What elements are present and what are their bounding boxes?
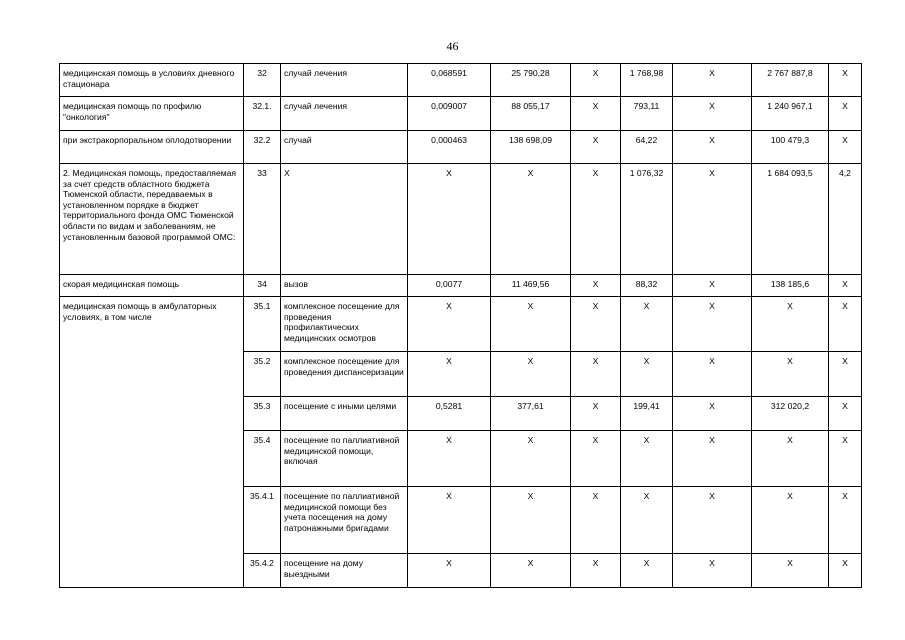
value-cell: 64,22 — [621, 131, 673, 164]
value-cell: Х — [673, 352, 752, 397]
value-cell: 0,0077 — [408, 275, 491, 297]
unit-cell: вызов — [281, 275, 408, 297]
value-cell: Х — [571, 431, 621, 487]
value-cell: Х — [491, 164, 571, 275]
value-cell: Х — [408, 352, 491, 397]
table-row — [60, 131, 862, 164]
value-cell: Х — [571, 487, 621, 554]
value-cell: Х — [673, 397, 752, 431]
value-cell: 312 020,2 — [752, 397, 829, 431]
value-cell: Х — [752, 554, 829, 588]
value-cell: Х — [491, 487, 571, 554]
value-cell: Х — [829, 397, 862, 431]
unit-cell: посещение по паллиативной медицинской помощи без учета посещения на дому патронажными бригадами — [281, 487, 408, 554]
value-cell: Х — [571, 352, 621, 397]
value-cell: Х — [829, 487, 862, 554]
value-cell: 1 076,32 — [621, 164, 673, 275]
value-cell: Х — [752, 352, 829, 397]
row-name-cell: при экстракорпоральном оплодотворении — [60, 131, 244, 164]
unit-cell: случай лечения — [281, 64, 408, 97]
value-cell: Х — [571, 64, 621, 97]
value-cell: 793,11 — [621, 97, 673, 131]
unit-cell: комплексное посещение для проведения профилактических медицинских осмотров — [281, 297, 408, 352]
row-number-cell: 34 — [244, 275, 281, 297]
value-cell: Х — [621, 431, 673, 487]
value-cell: Х — [829, 275, 862, 297]
value-cell: Х — [673, 275, 752, 297]
value-cell: 0,000463 — [408, 131, 491, 164]
row-name-cell: медицинская помощь в амбулаторных условиях, в том числе — [60, 297, 244, 588]
value-cell: Х — [571, 275, 621, 297]
value-cell: 0,068591 — [408, 64, 491, 97]
value-cell: 11 469,56 — [491, 275, 571, 297]
row-number-cell: 35.2 — [244, 352, 281, 397]
value-cell: 4,2 — [829, 164, 862, 275]
row-number-cell: 35.4.1 — [244, 487, 281, 554]
unit-cell: посещение с иными целями — [281, 397, 408, 431]
value-cell: Х — [621, 554, 673, 588]
table-row — [60, 164, 862, 275]
value-cell: 100 479,3 — [752, 131, 829, 164]
value-cell: Х — [621, 297, 673, 352]
value-cell: Х — [829, 297, 862, 352]
value-cell: Х — [673, 64, 752, 97]
page-number: 46 — [446, 39, 459, 53]
value-cell: Х — [408, 487, 491, 554]
value-cell: Х — [829, 431, 862, 487]
value-cell: 25 790,28 — [491, 64, 571, 97]
value-cell: 1 684 093,5 — [752, 164, 829, 275]
value-cell: Х — [673, 297, 752, 352]
value-cell: Х — [673, 97, 752, 131]
unit-cell: посещение по паллиативной медицинской помощи, включая — [281, 431, 408, 487]
value-cell: 88,32 — [621, 275, 673, 297]
value-cell: 0,009007 — [408, 97, 491, 131]
value-cell: Х — [752, 431, 829, 487]
row-number-cell: 35.3 — [244, 397, 281, 431]
value-cell: Х — [752, 297, 829, 352]
value-cell: 88 055,17 — [491, 97, 571, 131]
value-cell: Х — [571, 397, 621, 431]
value-cell: Х — [829, 97, 862, 131]
row-number-cell: 35.1 — [244, 297, 281, 352]
row-number-cell: 35.4 — [244, 431, 281, 487]
unit-cell: Х — [281, 164, 408, 275]
value-cell: 377,61 — [491, 397, 571, 431]
unit-cell: случай лечения — [281, 97, 408, 131]
value-cell: 0,5281 — [408, 397, 491, 431]
value-cell: Х — [408, 431, 491, 487]
row-number-cell: 33 — [244, 164, 281, 275]
value-cell: Х — [673, 554, 752, 588]
table-row — [60, 97, 862, 131]
value-cell: Х — [673, 487, 752, 554]
value-cell: Х — [571, 554, 621, 588]
row-name-cell: скорая медицинская помощь — [60, 275, 244, 297]
table-row — [60, 275, 862, 297]
value-cell: Х — [571, 297, 621, 352]
value-cell: Х — [571, 131, 621, 164]
value-cell: 138 185,6 — [752, 275, 829, 297]
value-cell: Х — [829, 554, 862, 588]
value-cell: Х — [829, 352, 862, 397]
row-number-cell: 35.4.2 — [244, 554, 281, 588]
row-name-cell: 2. Медицинская помощь, предоставляемая за счет средств областного бюджета Тюменской области, передаваемых в установленном порядке в бюджет территориального фонда ОМС Тюменской области по видам и заболеваниям, не установленным базовой программой ОМС: — [60, 164, 244, 275]
value-cell: 199,41 — [621, 397, 673, 431]
value-cell: 2 767 887,8 — [752, 64, 829, 97]
row-name-cell: медицинская помощь по профилю "онкология" — [60, 97, 244, 131]
value-cell: Х — [408, 297, 491, 352]
table-row — [60, 64, 862, 97]
value-cell: Х — [491, 431, 571, 487]
value-cell: Х — [621, 487, 673, 554]
value-cell: Х — [491, 554, 571, 588]
row-number-cell: 32.2 — [244, 131, 281, 164]
value-cell: Х — [491, 297, 571, 352]
value-cell: Х — [829, 64, 862, 97]
value-cell: Х — [408, 164, 491, 275]
value-cell: 1 768,98 — [621, 64, 673, 97]
value-cell: Х — [829, 131, 862, 164]
value-cell: Х — [571, 97, 621, 131]
unit-cell: случай — [281, 131, 408, 164]
value-cell: Х — [621, 352, 673, 397]
value-cell: Х — [673, 431, 752, 487]
value-cell: 1 240 967,1 — [752, 97, 829, 131]
unit-cell: посещение на дому выездными — [281, 554, 408, 588]
row-name-cell: медицинская помощь в условиях дневного стационара — [60, 64, 244, 97]
value-cell: Х — [673, 131, 752, 164]
value-cell: Х — [408, 554, 491, 588]
value-cell: Х — [752, 487, 829, 554]
value-cell: Х — [673, 164, 752, 275]
row-number-cell: 32.1. — [244, 97, 281, 131]
value-cell: Х — [491, 352, 571, 397]
unit-cell: комплексное посещение для проведения диспансеризации — [281, 352, 408, 397]
row-number-cell: 32 — [244, 64, 281, 97]
value-cell: 138 698,09 — [491, 131, 571, 164]
financing-table — [59, 63, 862, 588]
table-row — [60, 297, 862, 352]
value-cell: Х — [571, 164, 621, 275]
